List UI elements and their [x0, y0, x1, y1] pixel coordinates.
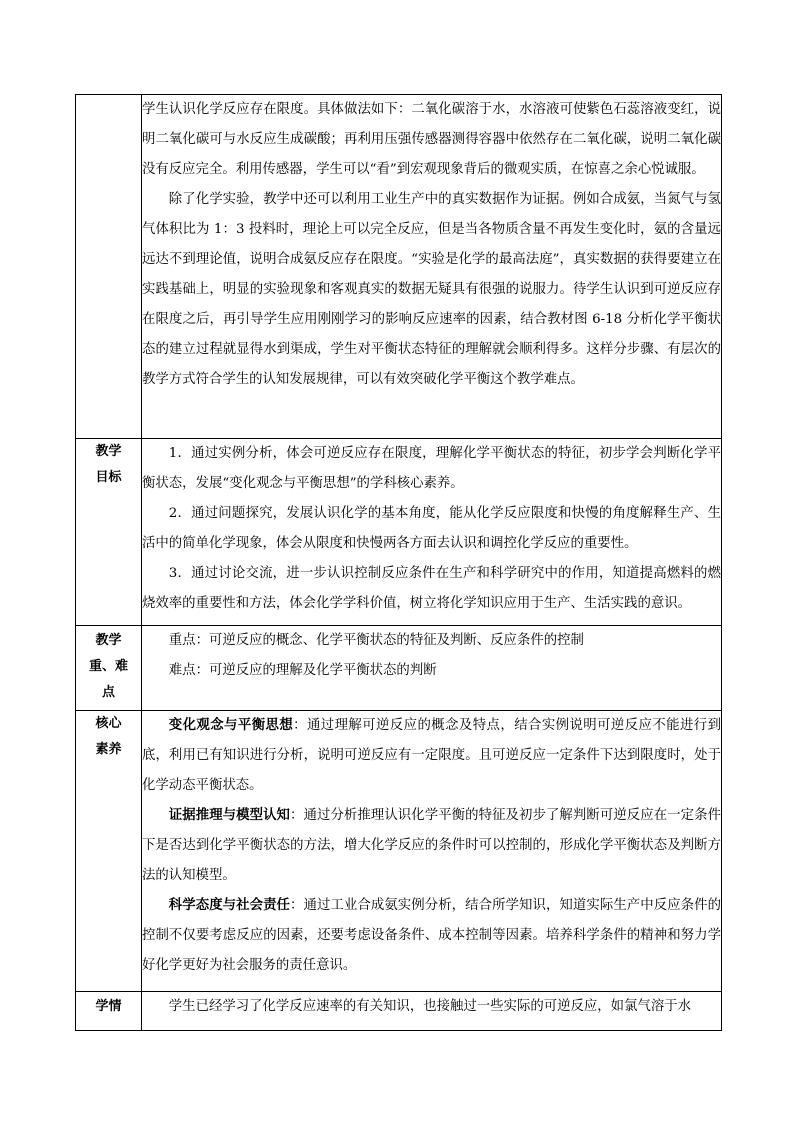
lesson-plan-table [75, 94, 722, 1031]
row-label-objectives [76, 439, 142, 626]
table-row-literacy [76, 711, 722, 992]
continuation-content [142, 95, 722, 439]
literacy-content [142, 711, 722, 992]
literacy-heading: 证据推理与模型认知 [168, 808, 291, 823]
literacy-item [142, 801, 721, 891]
literacy-text: ：通过工业合成氨实例分析，结合所学知识，知道实际生产中反应条件的控制不仅要考虑反应的因素，还要考虑设备条件、成本控制等因素。培养科学条件的精神和努力学好化学更好为社会服务的责任意识。 [142, 898, 721, 973]
key-points-content [142, 626, 722, 711]
focus-line: 重点：可逆反应的概念、化学平衡状态的特征及判断、反应条件的控制 [168, 633, 584, 648]
literacy-item [142, 711, 721, 801]
row-label-literacy [76, 711, 142, 992]
difficulty-line: 难点：可逆反应的理解及化学平衡状态的判断 [168, 663, 437, 678]
objective-item: 2．通过问题探究，发展认识化学的基本角度，能从化学反应限度和快慢的角度解释生产、生活中的简单化学现象，体会从限度和快慢两各方面去认识和调控化学反应的重要性。 [142, 506, 721, 551]
label-line: 教学 [95, 444, 122, 459]
table-row-objectives [76, 439, 722, 626]
objective-item: 3．通过讨论交流，进一步认识控制反应条件在生产和科学研究中的作用，知道提高燃料的燃烧效率的重要性和方法，体会化学学科价值，树立将化学知识应用于生产、生活实践的意识。 [142, 566, 721, 611]
literacy-heading: 变化观念与平衡思想 [168, 718, 294, 733]
objective-item: 1．通过实例分析，体会可逆反应存在限度，理解化学平衡状态的特征，初步学会判断化学平衡状态，发展“变化观念与平衡思想”的学科核心素养。 [142, 446, 721, 491]
paragraph: 除了化学实验，教学中还可以利用工业生产中的真实数据作为证据。例如合成氨，当氮气与氢气体积比为 1：3 投料时，理论上可以完全反应，但是当各物质含量不再发生变化时，氨的含量远远达不到理论值，说明合成氨反应存在限度。“实验是化学的最高法庭”，真实数据的获得要建立在实践基础上，明显的实验现象和客观真实的数据无疑具有很强的说服力。待学生认识到可逆反应存在限度之后，再引导学生应用刚刚学习的影响反应速率的因素，结合教材图 6-18 分析化学平衡状态的建立过程就显得水到渠成，学生对平衡状态特征的理解就会顺利得多。这样分步骤、有层次的教学方式符合学生的认知发展规律，可以有效突破化学平衡这个教学难点。 [142, 192, 721, 387]
literacy-item [142, 891, 721, 981]
label-line: 目标 [95, 470, 122, 485]
table-row-continuation [76, 95, 722, 439]
table-row-learners [76, 992, 722, 1031]
literacy-text: ：通过分析推理认识化学平衡的特征及初步了解判断可逆反应在一定条件下是否达到化学平衡状态的方法，增大化学反应的条件时可以控制的，形成化学平衡状态及判断方法的认知模型。 [142, 808, 721, 883]
label-line: 重、难 [88, 659, 128, 674]
label-line: 教学 [95, 633, 122, 648]
paragraph: 学生认识化学反应存在限度。具体做法如下：二氧化碳溶于水，水溶液可使紫色石蕊溶液变红，说明二氧化碳可与水反应生成碳酸；再利用压强传感器测得容器中依然存在二氧化碳，说明二氧化碳没有反应完全。利用传感器，学生可以“看”到宏观现象背后的微观实质，在惊喜之余心悦诚服。 [142, 102, 721, 177]
label-line: 核心 [95, 716, 122, 731]
learners-text: 学生已经学习了化学反应速率的有关知识，也接触过一些实际的可逆反应，如氯气溶于水 [168, 999, 692, 1014]
row-label-learners: 学情 [76, 992, 142, 1031]
row-label-key-points [76, 626, 142, 711]
objectives-content [142, 439, 722, 626]
literacy-heading: 科学态度与社会责任 [168, 898, 291, 913]
row-label-empty [76, 95, 142, 439]
label-line: 素养 [95, 742, 122, 757]
learners-content [142, 992, 722, 1031]
literacy-text: ：通过理解可逆反应的概念及特点，结合实例说明可逆反应不能进行到底，利用已有知识进行分析，说明可逆反应有一定限度。且可逆反应一定条件下达到限度时，处于化学动态平衡状态。 [142, 718, 722, 793]
label-line: 点 [101, 685, 115, 700]
table-row-key-points [76, 626, 722, 711]
